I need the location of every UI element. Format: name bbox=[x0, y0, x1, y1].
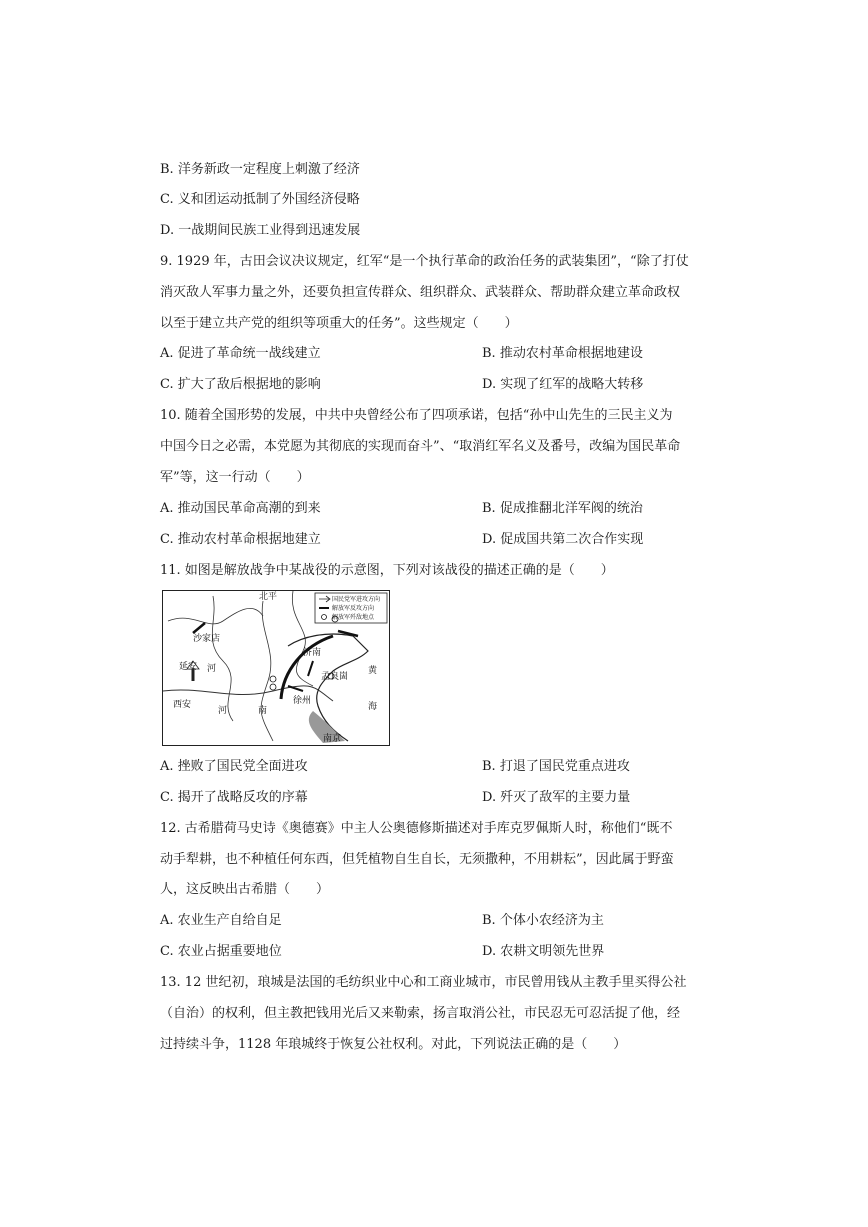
q13-stem-line2: （自治）的权利，但主教把钱用光后又来勒索，扬言取消公社，市民忍无可忍活捉了他，经 bbox=[160, 1006, 681, 1021]
border-line bbox=[261, 601, 273, 741]
q12-option-a[interactable]: A. 农业生产自给自足 bbox=[160, 913, 282, 928]
q11-option-d[interactable]: D. 歼灭了敌军的主要力量 bbox=[482, 790, 631, 805]
legend-item-1: 国民党军进攻方向 bbox=[332, 596, 381, 603]
q8-option-b[interactable]: B. 洋务新政一定程度上刺激了经济 bbox=[160, 162, 360, 177]
place-label: 沙家店 bbox=[193, 634, 221, 644]
q10-option-c[interactable]: C. 推动农村革命根据地建立 bbox=[160, 532, 321, 547]
q9-option-c[interactable]: C. 扩大了敌后根据地的影响 bbox=[160, 377, 321, 392]
place-label: 孟良崮 bbox=[321, 672, 349, 682]
battle-map bbox=[162, 590, 390, 746]
target-icon bbox=[270, 676, 276, 682]
border-line bbox=[168, 608, 263, 624]
place-label: 南 bbox=[258, 706, 268, 716]
q10-stem-line3: 军”等，这一行动（ ） bbox=[160, 470, 310, 485]
q9-option-b[interactable]: B. 推动农村革命根据地建设 bbox=[482, 346, 643, 361]
legend-item-2: 解放军反攻方向 bbox=[332, 605, 375, 612]
place-label: 海 bbox=[368, 702, 378, 712]
pla-arrow bbox=[308, 661, 313, 676]
q8-option-c[interactable]: C. 义和团运动抵制了外国经济侵略 bbox=[160, 192, 360, 207]
q9-stem-line1: 9. 1929 年，古田会议决议规定，红军“是一个执行革命的政治任务的武装集团”，“除了打仗 bbox=[160, 254, 689, 269]
place-label: 南京 bbox=[323, 734, 342, 744]
q11-option-c[interactable]: C. 揭开了战略反攻的序幕 bbox=[160, 790, 308, 805]
place-label: 黄 bbox=[368, 666, 378, 676]
q11-option-b[interactable]: B. 打退了国民党重点进攻 bbox=[482, 759, 630, 774]
q11-option-a[interactable]: A. 挫败了国民党全面进攻 bbox=[160, 759, 308, 774]
legend-item-3: 解放军歼敌地点 bbox=[332, 614, 375, 621]
q12-stem-line3: 人，这反映出古希腊（ ） bbox=[160, 882, 330, 897]
q10-option-b[interactable]: B. 促成推翻北洋军阀的统治 bbox=[482, 501, 643, 516]
q12-stem-line1: 12. 古希腊荷马史诗《奥德赛》中主人公奥德修斯描述对手库克罗佩斯人时，称他们“既不 bbox=[160, 821, 673, 836]
place-label: 河 bbox=[218, 706, 228, 716]
pla-arrow bbox=[193, 623, 205, 633]
battle-map-svg bbox=[163, 591, 389, 745]
q13-stem-line1: 13. 12 世纪初，琅城是法国的毛纺织业中心和工商业城市，市民曾用钱从主教手里买得公社 bbox=[160, 975, 687, 990]
q8-option-d[interactable]: D. 一战期间民族工业得到迅速发展 bbox=[160, 223, 361, 238]
q12-option-c[interactable]: C. 农业占据重要地位 bbox=[160, 944, 282, 959]
q9-option-a[interactable]: A. 促进了革命统一战线建立 bbox=[160, 346, 321, 361]
place-label: 河 bbox=[207, 664, 217, 674]
q10-stem-line2: 中国今日之必需，本党愿为其彻底的实现而奋斗”、“取消红军名义及番号，改编为国民革命 bbox=[160, 439, 681, 454]
q9-option-d[interactable]: D. 实现了红军的战略大转移 bbox=[482, 377, 644, 392]
place-label: 济南 bbox=[303, 648, 322, 658]
q12-option-d[interactable]: D. 农耕文明领先世界 bbox=[482, 944, 605, 959]
place-label: 延安 bbox=[179, 662, 198, 672]
border-line bbox=[212, 596, 233, 721]
q10-option-d[interactable]: D. 促成国共第二次合作实现 bbox=[482, 532, 644, 547]
place-label: 西安 bbox=[173, 700, 192, 710]
q12-stem-line2: 动手犁耕，也不种植任何东西，但凭植物自生自长，无须撒种，不用耕耘”，因此属于野蛮 bbox=[160, 852, 674, 867]
q10-option-a[interactable]: A. 推动国民革命高潮的到来 bbox=[160, 501, 321, 516]
q9-stem-line2: 消灭敌人军事力量之外，还要负担宣传群众、组织群众、武装群众、帮助群众建立革命政权 bbox=[160, 285, 681, 300]
place-label: 徐州 bbox=[293, 696, 312, 706]
q9-stem-line3: 以至于建立共产党的组织等项重大的任务”。这些规定（ ） bbox=[160, 316, 518, 331]
place-label: 北平 bbox=[259, 592, 278, 602]
target-icon bbox=[270, 684, 276, 690]
q12-option-b[interactable]: B. 个体小农经济为主 bbox=[482, 913, 604, 928]
q10-stem-line1: 10. 随着全国形势的发展，中共中央曾经公布了四项承诺，包括“孙中山先生的三民主义为 bbox=[160, 408, 673, 423]
q13-stem-line3: 过持续斗争，1128 年琅城终于恢复公社权利。对此，下列说法正确的是（ ） bbox=[160, 1037, 627, 1052]
q11-stem: 11. 如图是解放战争中某战役的示意图，下列对该战役的描述正确的是（ ） bbox=[160, 563, 614, 578]
